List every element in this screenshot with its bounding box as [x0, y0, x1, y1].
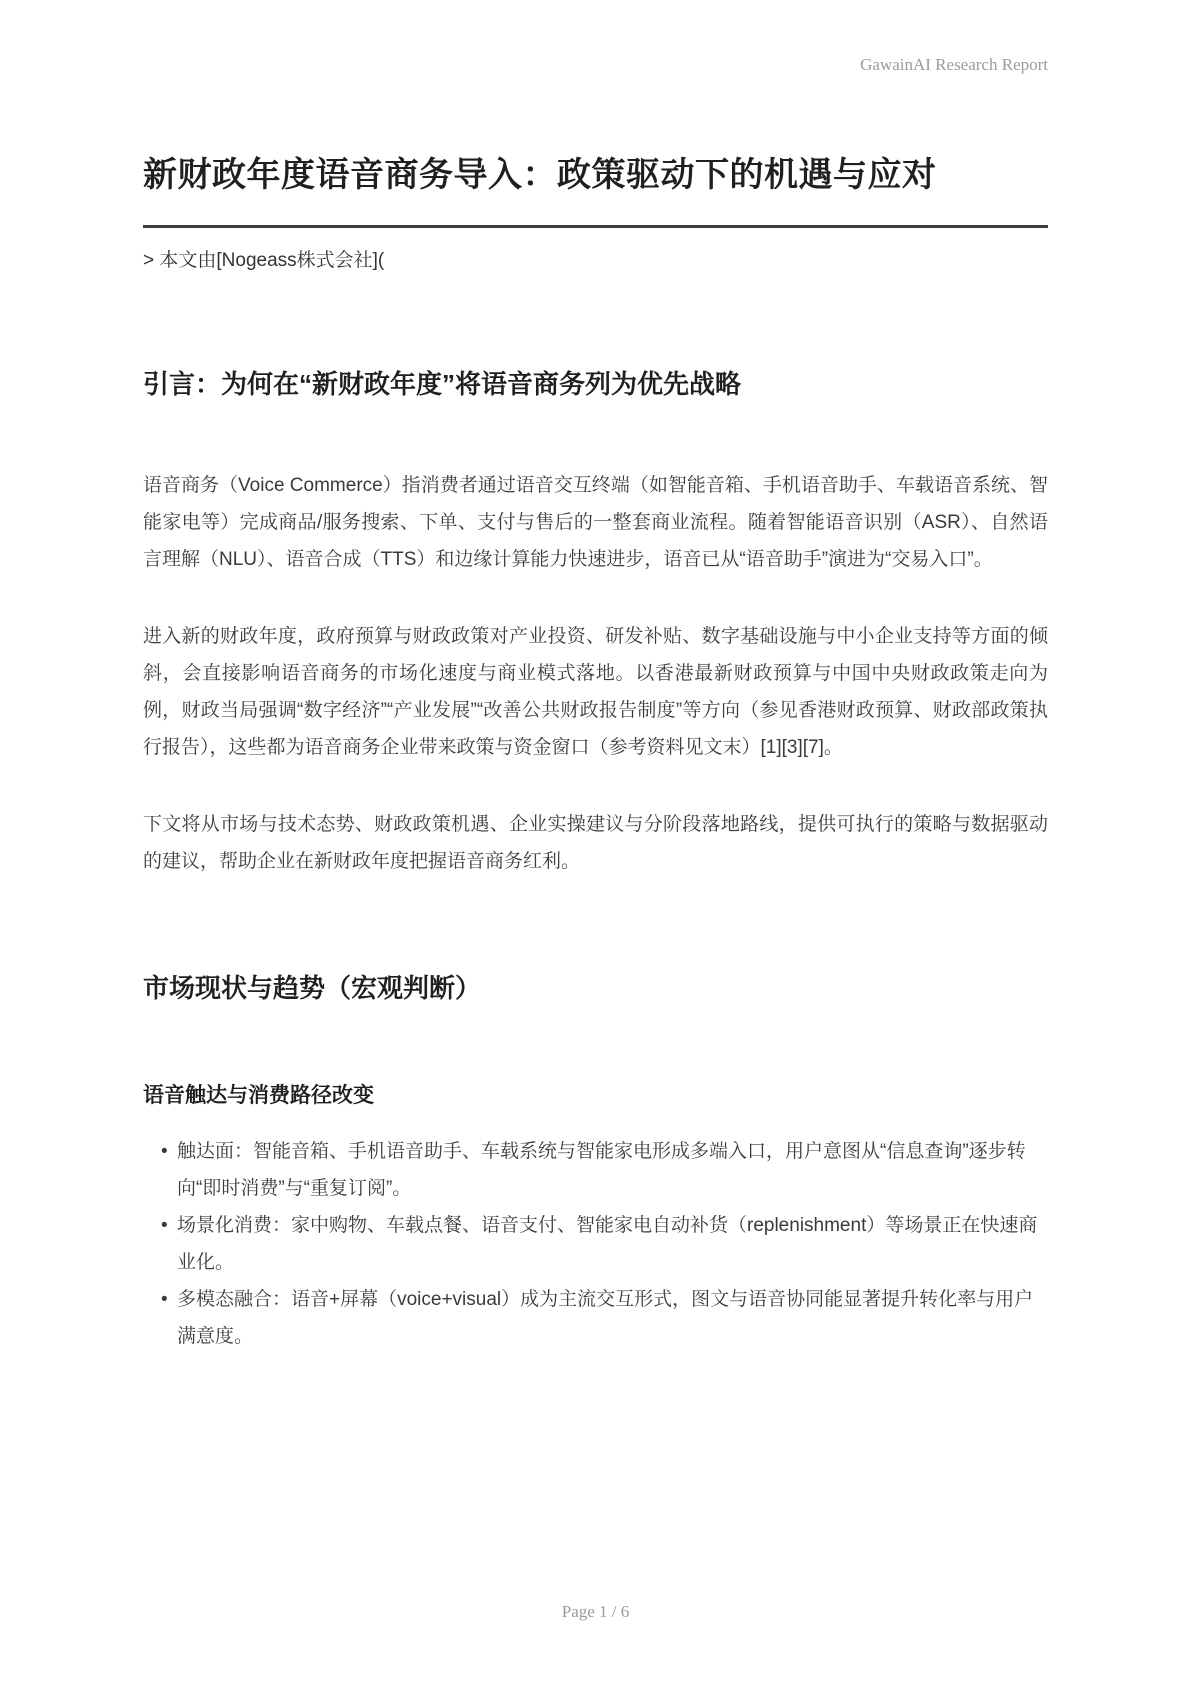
section-heading-market: 市场现状与趋势（宏观判断） — [143, 973, 482, 1003]
intro-paragraph-1: 语音商务（Voice Commerce）指消费者通过语音交互终端（如智能音箱、手机语音助手、车载语音系统、智能家电等）完成商品/服务搜索、下单、支付与售后的一整套商业流程。随着智能语音识别（ASR）、自然语言理解（NLU）、语音合成（TTS）和边缘计算能力快速进步，语音已从“语音助手”演进为“交易入口”。 — [143, 475, 1048, 570]
list-item — [161, 1207, 1048, 1281]
intro-paragraph-3: 下文将从市场与技术态势、财政政策机遇、企业实操建议与分阶段落地路线，提供可执行的策略与数据驱动的建议，帮助企业在新财政年度把握语音商务红利。 — [143, 814, 1048, 872]
list-item — [161, 1133, 1048, 1207]
list-item-text: 触达面：智能音箱、手机语音助手、车载系统与智能家电形成多端入口，用户意图从“信息查询”逐步转向“即时消费”与“重复订阅”。 — [177, 1141, 1026, 1199]
list-item-text: 场景化消费：家中购物、车载点餐、语音支付、智能家电自动补货（replenishment）等场景正在快速商业化。 — [177, 1215, 1038, 1273]
report-header-label: GawainAI Research Report — [860, 55, 1048, 74]
bullet-marker: • — [161, 1289, 168, 1310]
section-heading-intro: 引言：为何在“新财政年度”将语音商务列为优先战略 — [143, 369, 742, 399]
list-item-text: 多模态融合：语音+屏幕（voice+visual）成为主流交互形式，图文与语音协同能显著提升转化率与用户满意度。 — [177, 1289, 1034, 1347]
title-divider — [143, 225, 1048, 228]
intro-paragraph-2: 进入新的财政年度，政府预算与财政政策对产业投资、研发补贴、数字基础设施与中小企业支持等方面的倾斜，会直接影响语音商务的市场化速度与商业模式落地。以香港最新财政预算与中国中央财政政策走向为例，财政当局强调“数字经济”“产业发展”“改善公共财政报告制度”等方向（参见香港财政预算、财政部政策执行报告），这些都为语音商务企业带来政策与资金窗口（参考资料见文末）[1][3][7]。 — [143, 626, 1048, 758]
page-number-label: Page 1 / 6 — [561, 1602, 630, 1621]
sub-heading-voice-reach: 语音触达与消费路径改变 — [143, 1084, 374, 1107]
document-title: 新财政年度语音商务导入：政策驱动下的机遇与应对 — [143, 156, 937, 194]
bullet-marker: • — [161, 1215, 168, 1236]
bullet-marker: • — [161, 1141, 168, 1162]
market-bullet-list — [143, 1133, 1048, 1355]
list-item — [161, 1281, 1048, 1355]
byline-text: > 本文由[Nogeass株式会社]( — [143, 250, 385, 271]
